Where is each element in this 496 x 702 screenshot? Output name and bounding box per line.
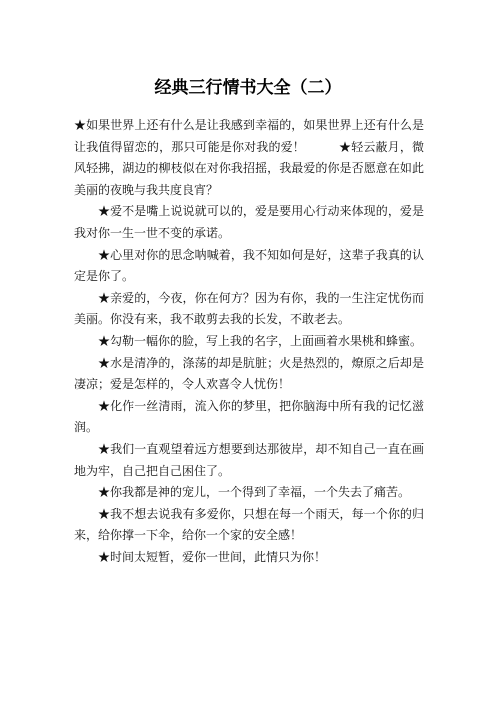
document-body [74,115,424,568]
paragraph: ★化作一丝清雨，流入你的梦里，把你脑海中所有我的记忆滋润。 [74,398,424,435]
paragraph [74,115,424,201]
document-title: 经典三行情书大全（二） [154,78,342,98]
paragraph: ★时间太短暂，爱你一世间，此情只为你！ [98,549,327,564]
paragraph: ★亲爱的，今夜，你在何方？因为有你，我的一生注定忧伤而美丽。你没有来，我不敢剪去我的长发，不敢老去。 [74,290,424,327]
paragraph-text: ★轻云蔽月，微风轻拂，湖边的柳枝似在对你我招摇，我最爱的你是否愿意在如此美丽的夜晚与我共度良宵？ [74,139,424,197]
paragraph: ★我不想去说我有多爱你，只想在每一个雨天，每一个你的归来，给你撑一下伞，给你一个家的安全感！ [74,506,424,543]
paragraph: ★心里对你的思念呐喊着，我不知如何是好，这辈子我真的认定是你了。 [74,247,424,284]
paragraph: ★水是清净的，涤荡的却是肮脏；火是热烈的，燎原之后却是凄凉；爱是怎样的，令人欢喜令人忧伤！ [74,355,424,392]
paragraph: ★我们一直观望着远方想要到达那彼岸，却不知自己一直在画地为牢，自己把自己困住了。 [74,441,424,478]
paragraph-text: ★如果世界上还有什么是让我感到幸福的，如果世界上还有什么是让我值得留恋的，那只可能是你对我的爱！ [74,118,424,154]
paragraph: ★勾勒一幅你的脸，写上我的名字，上面画着水果桃和蜂蜜。 [98,333,423,348]
paragraph: ★你我都是神的宠儿，一个得到了幸福，一个失去了痛苦。 [98,485,411,500]
paragraph: ★爱不是嘴上说说就可以的，爱是要用心行动来体现的，爱是我对你一生一世不变的承诺。 [74,204,424,240]
